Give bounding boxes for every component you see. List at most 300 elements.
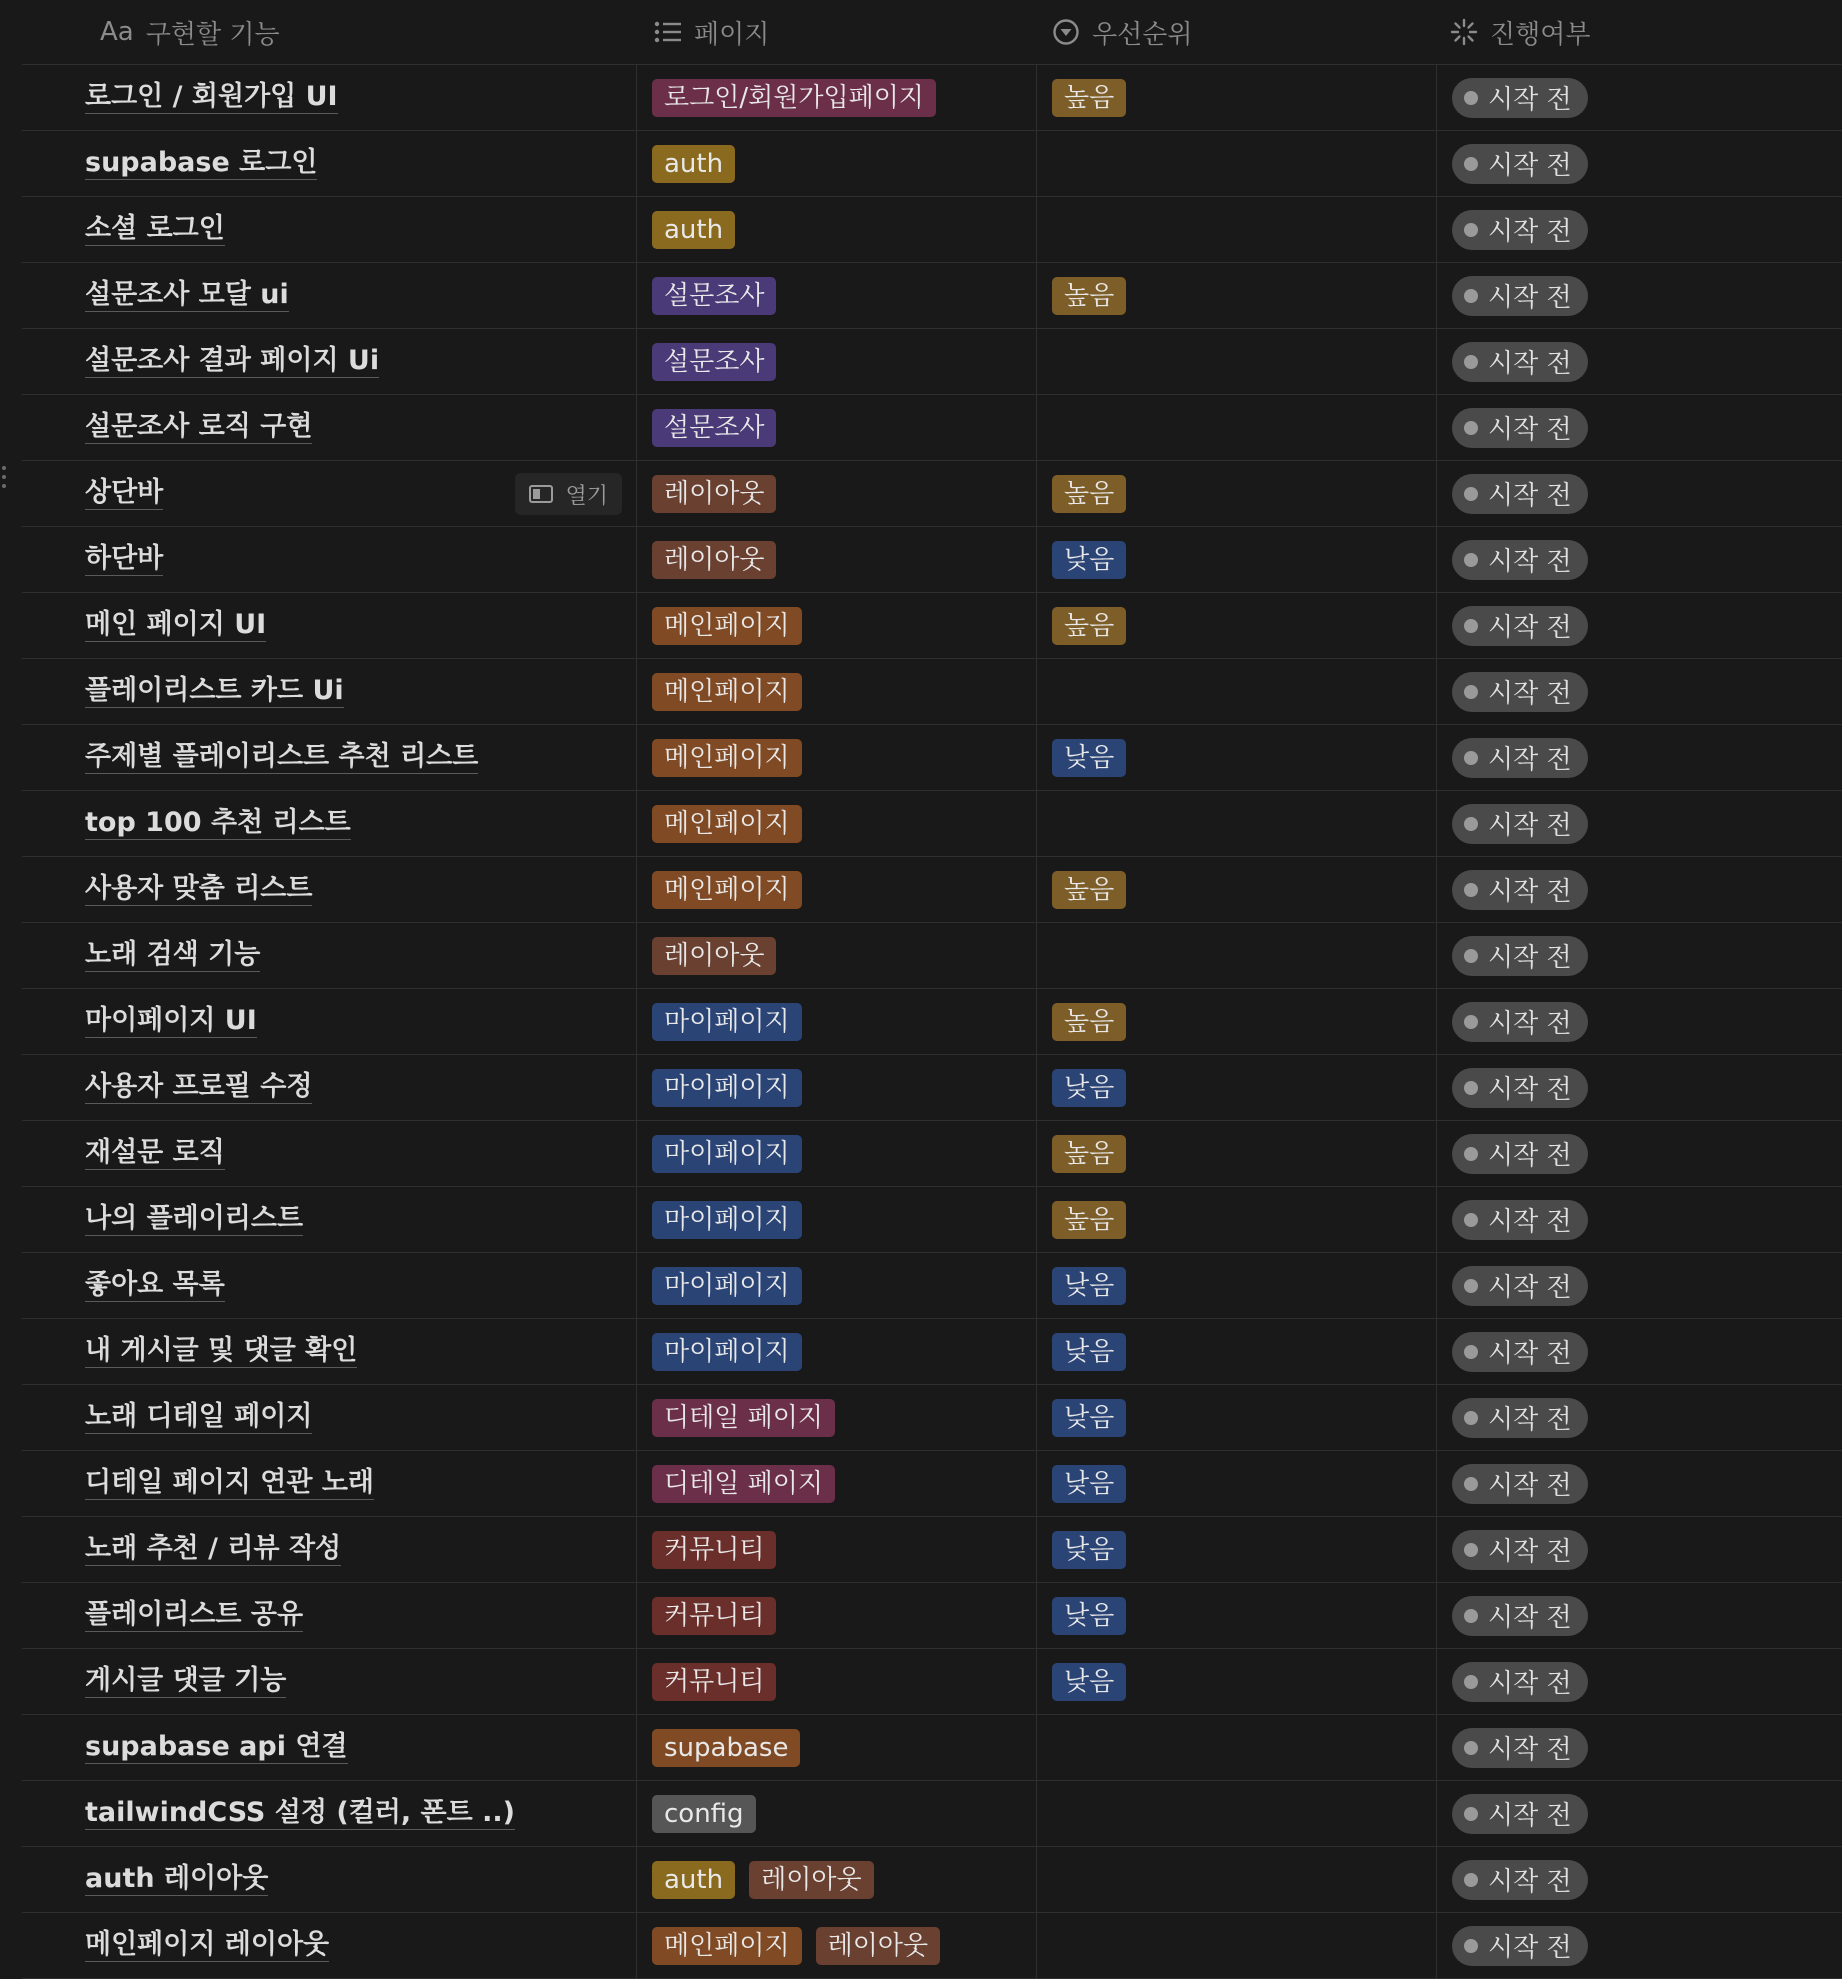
- cell-status[interactable]: [1436, 65, 1842, 130]
- page-tag[interactable]: 디테일 페이지: [652, 1465, 835, 1503]
- cell-page[interactable]: [636, 1187, 1037, 1252]
- feature-name[interactable]: supabase api 연결: [85, 1731, 348, 1762]
- priority-tag[interactable]: 높음: [1052, 871, 1126, 909]
- table-row[interactable]: [22, 1517, 1842, 1583]
- page-tag[interactable]: 설문조사: [652, 409, 776, 447]
- cell-priority[interactable]: [1036, 857, 1437, 922]
- feature-name[interactable]: 마이페이지 UI: [85, 1005, 257, 1036]
- cell-page[interactable]: [636, 1319, 1037, 1384]
- cell-feature-name[interactable]: [22, 263, 637, 328]
- feature-name[interactable]: 상단바: [85, 477, 164, 508]
- status-badge[interactable]: [1452, 672, 1588, 712]
- status-badge[interactable]: [1452, 804, 1588, 844]
- cell-priority[interactable]: [1036, 461, 1437, 526]
- column-header-feature[interactable]: [100, 0, 280, 64]
- page-tag[interactable]: 디테일 페이지: [652, 1399, 835, 1437]
- priority-tag[interactable]: 낮음: [1052, 541, 1126, 579]
- feature-name[interactable]: 디테일 페이지 연관 노래: [85, 1467, 375, 1498]
- table-row[interactable]: [22, 461, 1842, 527]
- status-dot-icon: [1464, 619, 1478, 633]
- table-row[interactable]: [22, 857, 1842, 923]
- cell-status[interactable]: [1436, 395, 1842, 460]
- cell-page[interactable]: [636, 131, 1037, 196]
- cell-feature-name[interactable]: [22, 1847, 637, 1912]
- cell-priority[interactable]: [1036, 263, 1437, 328]
- page-tag[interactable]: 메인페이지: [652, 1927, 802, 1965]
- cell-status[interactable]: [1436, 857, 1842, 922]
- cell-feature-name[interactable]: [22, 725, 637, 790]
- cell-page[interactable]: [636, 1847, 1037, 1912]
- status-dot-icon: [1464, 157, 1478, 171]
- page-tag[interactable]: 레이아웃: [652, 541, 776, 579]
- status-dot-icon: [1464, 1015, 1478, 1029]
- page-tag[interactable]: 로그인/회원가입페이지: [652, 79, 936, 117]
- cell-status[interactable]: [1436, 1121, 1842, 1186]
- cell-priority[interactable]: [1036, 1451, 1437, 1516]
- priority-tags: [1052, 1135, 1140, 1173]
- page-tags: [652, 1663, 790, 1701]
- column-header-priority[interactable]: [1052, 0, 1192, 64]
- cell-feature-name[interactable]: [22, 131, 637, 196]
- feature-name[interactable]: 게시글 댓글 기능: [85, 1665, 287, 1696]
- column-header-status[interactable]: [1450, 0, 1590, 64]
- cell-feature-name[interactable]: [22, 989, 637, 1054]
- status-badge[interactable]: [1452, 1860, 1588, 1900]
- status-dot-icon: [1464, 817, 1478, 831]
- cell-priority[interactable]: [1036, 527, 1437, 592]
- status-badge[interactable]: [1452, 1926, 1588, 1966]
- priority-tags: [1052, 1201, 1140, 1239]
- table-row[interactable]: [22, 1055, 1842, 1121]
- drag-handle-icon[interactable]: [2, 466, 8, 488]
- table-row[interactable]: [22, 659, 1842, 725]
- page-tag[interactable]: 마이페이지: [652, 1135, 802, 1173]
- page-tag[interactable]: 메인페이지: [652, 871, 802, 909]
- cell-feature-name[interactable]: [22, 1583, 637, 1648]
- cell-page[interactable]: [636, 1121, 1037, 1186]
- cell-status[interactable]: [1436, 1319, 1842, 1384]
- cell-feature-name[interactable]: [22, 659, 637, 724]
- status-badge[interactable]: [1452, 1332, 1588, 1372]
- cell-feature-name[interactable]: [22, 329, 637, 394]
- cell-status[interactable]: [1436, 1781, 1842, 1846]
- cell-status[interactable]: [1436, 923, 1842, 988]
- cell-page[interactable]: [636, 1913, 1037, 1978]
- status-badge[interactable]: [1452, 870, 1588, 910]
- feature-name[interactable]: 플레이리스트 카드 Ui: [85, 675, 344, 706]
- page-tag[interactable]: 레이아웃: [652, 937, 776, 975]
- cell-status[interactable]: [1436, 1187, 1842, 1252]
- feature-name[interactable]: supabase 로그인: [85, 147, 318, 178]
- status-badge[interactable]: [1452, 342, 1588, 382]
- cell-feature-name[interactable]: [22, 857, 637, 922]
- cell-status[interactable]: [1436, 989, 1842, 1054]
- cell-page[interactable]: [636, 659, 1037, 724]
- table-row[interactable]: [22, 131, 1842, 197]
- cell-feature-name[interactable]: [22, 791, 637, 856]
- status-label: 시작 전: [1488, 1405, 1572, 1435]
- cell-status[interactable]: [1436, 725, 1842, 790]
- cell-priority[interactable]: [1036, 1319, 1437, 1384]
- open-page-button[interactable]: [515, 473, 622, 515]
- cell-page[interactable]: [636, 725, 1037, 790]
- cell-feature-name[interactable]: [22, 1649, 637, 1714]
- cell-priority[interactable]: [1036, 1781, 1437, 1846]
- priority-tag[interactable]: 높음: [1052, 607, 1126, 645]
- cell-feature-name[interactable]: [22, 527, 637, 592]
- cell-priority[interactable]: [1036, 1385, 1437, 1450]
- page-tag[interactable]: auth: [652, 211, 735, 249]
- priority-tag[interactable]: 낮음: [1052, 739, 1126, 777]
- status-label: 시작 전: [1488, 811, 1572, 841]
- status-badge[interactable]: [1452, 144, 1588, 184]
- cell-page[interactable]: [636, 989, 1037, 1054]
- cell-page[interactable]: [636, 1583, 1037, 1648]
- feature-name[interactable]: auth 레이아웃: [85, 1863, 269, 1894]
- cell-page[interactable]: [636, 65, 1037, 130]
- page-tags: [652, 1333, 816, 1371]
- page-tags: [652, 1465, 849, 1503]
- status-dot-icon: [1464, 1807, 1478, 1821]
- table-row[interactable]: [22, 1649, 1842, 1715]
- cell-page[interactable]: [636, 1055, 1037, 1120]
- feature-name[interactable]: 로그인 / 회원가입 UI: [85, 81, 338, 112]
- status-label: 시작 전: [1488, 415, 1572, 445]
- page-tag[interactable]: 메인페이지: [652, 607, 802, 645]
- status-badge[interactable]: [1452, 474, 1588, 514]
- table-row[interactable]: [22, 1187, 1842, 1253]
- priority-tag[interactable]: 낮음: [1052, 1267, 1126, 1305]
- cell-page[interactable]: [636, 1517, 1037, 1582]
- status-badge[interactable]: [1452, 606, 1588, 646]
- status-badge[interactable]: [1452, 1134, 1588, 1174]
- cell-priority[interactable]: [1036, 1055, 1437, 1120]
- priority-tag[interactable]: 낮음: [1052, 1333, 1126, 1371]
- cell-feature-name[interactable]: [22, 1715, 637, 1780]
- table-row[interactable]: [22, 1781, 1842, 1847]
- feature-name[interactable]: 좋아요 목록: [85, 1269, 225, 1300]
- cell-priority[interactable]: [1036, 1649, 1437, 1714]
- page-tags: [652, 673, 816, 711]
- table-row[interactable]: [22, 1913, 1842, 1979]
- page-tags: [652, 1729, 814, 1767]
- cell-status[interactable]: [1436, 1451, 1842, 1516]
- cell-status[interactable]: [1436, 1517, 1842, 1582]
- status-badge[interactable]: [1452, 738, 1588, 778]
- table-row[interactable]: [22, 263, 1842, 329]
- page-tag[interactable]: 커뮤니티: [652, 1597, 776, 1635]
- cell-feature-name[interactable]: [22, 65, 637, 130]
- status-label: 시작 전: [1488, 1207, 1572, 1237]
- feature-name[interactable]: 주제별 플레이리스트 추천 리스트: [85, 741, 479, 772]
- status-badge[interactable]: [1452, 1464, 1588, 1504]
- status-badge[interactable]: [1452, 1728, 1588, 1768]
- cell-feature-name[interactable]: [22, 593, 637, 658]
- cell-page[interactable]: [636, 1649, 1037, 1714]
- cell-priority[interactable]: [1036, 1253, 1437, 1318]
- table-row[interactable]: [22, 395, 1842, 461]
- page-tag[interactable]: 마이페이지: [652, 1201, 802, 1239]
- cell-status[interactable]: [1436, 461, 1842, 526]
- status-label: 시작 전: [1488, 1867, 1572, 1897]
- feature-name[interactable]: 메인페이지 레이아웃: [85, 1929, 330, 1960]
- cell-status[interactable]: [1436, 791, 1842, 856]
- status-badge[interactable]: [1452, 1596, 1588, 1636]
- feature-name[interactable]: 나의 플레이리스트: [85, 1203, 304, 1234]
- cell-priority[interactable]: [1036, 197, 1437, 262]
- cell-page[interactable]: [636, 263, 1037, 328]
- priority-tag[interactable]: 높음: [1052, 79, 1126, 117]
- table-row[interactable]: [22, 1121, 1842, 1187]
- table-row[interactable]: [22, 791, 1842, 857]
- priority-tag[interactable]: 높음: [1052, 1135, 1126, 1173]
- status-badge[interactable]: [1452, 1662, 1588, 1702]
- cell-page[interactable]: [636, 923, 1037, 988]
- page-tag[interactable]: auth: [652, 1861, 735, 1899]
- priority-tag[interactable]: 낮음: [1052, 1069, 1126, 1107]
- cell-status[interactable]: [1436, 131, 1842, 196]
- cell-priority[interactable]: [1036, 1847, 1437, 1912]
- status-badge[interactable]: [1452, 1200, 1588, 1240]
- priority-tags: [1052, 475, 1140, 513]
- status-badge[interactable]: [1452, 936, 1588, 976]
- table-row[interactable]: [22, 1253, 1842, 1319]
- feature-name[interactable]: 내 게시글 및 댓글 확인: [85, 1335, 358, 1366]
- cell-status[interactable]: [1436, 1649, 1842, 1714]
- page-tag[interactable]: 메인페이지: [652, 805, 802, 843]
- page-tag[interactable]: 메인페이지: [652, 739, 802, 777]
- feature-name[interactable]: 설문조사 모달 ui: [85, 279, 289, 310]
- page-tag[interactable]: config: [652, 1795, 756, 1833]
- column-header-label: 구현할 기능: [145, 19, 280, 50]
- feature-name[interactable]: 노래 디테일 페이지: [85, 1401, 313, 1432]
- page-tags: [652, 343, 790, 381]
- status-badge[interactable]: [1452, 540, 1588, 580]
- status-badge[interactable]: [1452, 1398, 1588, 1438]
- priority-tag[interactable]: 높음: [1052, 1201, 1126, 1239]
- cell-page[interactable]: [636, 527, 1037, 592]
- cell-status[interactable]: [1436, 1847, 1842, 1912]
- cell-priority[interactable]: [1036, 395, 1437, 460]
- table-row[interactable]: [22, 1583, 1842, 1649]
- page-tags: [652, 739, 816, 777]
- cell-feature-name[interactable]: [22, 197, 637, 262]
- priority-tag[interactable]: 낮음: [1052, 1399, 1126, 1437]
- page-tags: [652, 1135, 816, 1173]
- status-dot-icon: [1464, 1147, 1478, 1161]
- page-tags: [652, 1861, 888, 1899]
- status-dot-icon: [1464, 1609, 1478, 1623]
- cell-status[interactable]: [1436, 1055, 1842, 1120]
- feature-name[interactable]: 하단바: [85, 543, 164, 574]
- cell-page[interactable]: [636, 461, 1037, 526]
- page-tag[interactable]: 마이페이지: [652, 1069, 802, 1107]
- page-tags: [652, 1927, 954, 1965]
- cell-priority[interactable]: [1036, 593, 1437, 658]
- cell-status[interactable]: [1436, 197, 1842, 262]
- cell-page[interactable]: [636, 1715, 1037, 1780]
- table-row[interactable]: [22, 197, 1842, 263]
- status-badge[interactable]: [1452, 210, 1588, 250]
- priority-tag[interactable]: 낮음: [1052, 1465, 1126, 1503]
- status-badge[interactable]: [1452, 276, 1588, 316]
- page-tags: [652, 937, 790, 975]
- cell-status[interactable]: [1436, 659, 1842, 724]
- cell-priority[interactable]: [1036, 131, 1437, 196]
- status-dot-icon: [1464, 487, 1478, 501]
- priority-tags: [1052, 541, 1140, 579]
- cell-page[interactable]: [636, 395, 1037, 460]
- feature-name[interactable]: 소셜 로그인: [85, 213, 225, 244]
- cell-priority[interactable]: [1036, 725, 1437, 790]
- feature-name[interactable]: 노래 검색 기능: [85, 939, 261, 970]
- table-row[interactable]: [22, 1319, 1842, 1385]
- page-tag[interactable]: 마이페이지: [652, 1003, 802, 1041]
- cell-feature-name[interactable]: [22, 923, 637, 988]
- cell-priority[interactable]: [1036, 1517, 1437, 1582]
- page-tag[interactable]: 커뮤니티: [652, 1663, 776, 1701]
- page-tag[interactable]: supabase: [652, 1729, 800, 1767]
- status-label: 시작 전: [1488, 1933, 1572, 1963]
- cell-page[interactable]: [636, 1385, 1037, 1450]
- page-tag[interactable]: 마이페이지: [652, 1333, 802, 1371]
- cell-priority[interactable]: [1036, 791, 1437, 856]
- status-badge[interactable]: [1452, 1002, 1588, 1042]
- cell-status[interactable]: [1436, 1715, 1842, 1780]
- feature-name[interactable]: 사용자 프로필 수정: [85, 1071, 313, 1102]
- page-tag[interactable]: auth: [652, 145, 735, 183]
- status-label: 시작 전: [1488, 613, 1572, 643]
- cell-page[interactable]: [636, 1781, 1037, 1846]
- cell-feature-name[interactable]: [22, 1253, 637, 1318]
- cell-status[interactable]: [1436, 263, 1842, 328]
- cell-feature-name[interactable]: [22, 1385, 637, 1450]
- page-tag[interactable]: 설문조사: [652, 277, 776, 315]
- cell-page[interactable]: [636, 1451, 1037, 1516]
- status-label: 시작 전: [1488, 877, 1572, 907]
- cell-feature-name[interactable]: [22, 461, 637, 526]
- priority-tag[interactable]: 높음: [1052, 277, 1126, 315]
- table-row[interactable]: [22, 1715, 1842, 1781]
- status-label: 시작 전: [1488, 1009, 1572, 1039]
- cell-status[interactable]: [1436, 1253, 1842, 1318]
- cell-feature-name[interactable]: [22, 1121, 637, 1186]
- cell-page[interactable]: [636, 197, 1037, 262]
- cell-page[interactable]: [636, 329, 1037, 394]
- priority-tag[interactable]: 낮음: [1052, 1531, 1126, 1569]
- cell-status[interactable]: [1436, 1913, 1842, 1978]
- page-tag[interactable]: 커뮤니티: [652, 1531, 776, 1569]
- cell-page[interactable]: [636, 1253, 1037, 1318]
- page-tags: [652, 1795, 770, 1833]
- cell-feature-name[interactable]: [22, 1319, 637, 1384]
- cell-priority[interactable]: [1036, 1913, 1437, 1978]
- cell-priority[interactable]: [1036, 1583, 1437, 1648]
- table-row[interactable]: [22, 725, 1842, 791]
- priority-tag[interactable]: 낮음: [1052, 1663, 1126, 1701]
- page-tag[interactable]: 메인페이지: [652, 673, 802, 711]
- priority-tags: [1052, 871, 1140, 909]
- feature-name[interactable]: 노래 추천 / 리뷰 작성: [85, 1533, 342, 1564]
- cell-status[interactable]: [1436, 329, 1842, 394]
- table-row[interactable]: [22, 593, 1842, 659]
- cell-feature-name[interactable]: [22, 1187, 637, 1252]
- table-row[interactable]: [22, 65, 1842, 131]
- cell-page[interactable]: [636, 791, 1037, 856]
- status-badge[interactable]: [1452, 1068, 1588, 1108]
- cell-priority[interactable]: [1036, 1715, 1437, 1780]
- cell-status[interactable]: [1436, 1385, 1842, 1450]
- page-tags: [652, 871, 816, 909]
- cell-priority[interactable]: [1036, 923, 1437, 988]
- cell-status[interactable]: [1436, 593, 1842, 658]
- feature-name[interactable]: tailwindCSS 설정 (컬러, 폰트 ..): [85, 1797, 515, 1828]
- status-badge[interactable]: [1452, 1266, 1588, 1306]
- status-dot-icon: [1464, 1081, 1478, 1095]
- status-badge[interactable]: [1452, 78, 1588, 118]
- cell-feature-name[interactable]: [22, 1517, 637, 1582]
- column-header-page[interactable]: [654, 0, 769, 64]
- cell-feature-name[interactable]: [22, 1055, 637, 1120]
- feature-name[interactable]: top 100 추천 리스트: [85, 807, 351, 838]
- status-badge[interactable]: [1452, 1530, 1588, 1570]
- table-row[interactable]: [22, 989, 1842, 1055]
- cell-feature-name[interactable]: [22, 1781, 637, 1846]
- cell-page[interactable]: [636, 857, 1037, 922]
- cell-status[interactable]: [1436, 1583, 1842, 1648]
- feature-name[interactable]: 설문조사 결과 페이지 Ui: [85, 345, 380, 376]
- page-tag[interactable]: 마이페이지: [652, 1267, 802, 1305]
- cell-status[interactable]: [1436, 527, 1842, 592]
- priority-tags: [1052, 1333, 1140, 1371]
- feature-name[interactable]: 설문조사 로직 구현: [85, 411, 313, 442]
- page-tag[interactable]: 레이아웃: [652, 475, 776, 513]
- status-badge[interactable]: [1452, 408, 1588, 448]
- priority-tags: [1052, 1465, 1140, 1503]
- cell-feature-name[interactable]: [22, 1913, 637, 1978]
- status-badge[interactable]: [1452, 1794, 1588, 1834]
- feature-name[interactable]: 메인 페이지 UI: [85, 609, 267, 640]
- cell-priority[interactable]: [1036, 65, 1437, 130]
- feature-name[interactable]: 사용자 맞춤 리스트: [85, 873, 313, 904]
- feature-name[interactable]: 플레이리스트 공유: [85, 1599, 304, 1630]
- priority-tag[interactable]: 높음: [1052, 475, 1126, 513]
- cell-priority[interactable]: [1036, 1121, 1437, 1186]
- cell-feature-name[interactable]: [22, 1451, 637, 1516]
- cell-feature-name[interactable]: [22, 395, 637, 460]
- page-tag[interactable]: 레이아웃: [816, 1927, 940, 1965]
- page-tag[interactable]: 설문조사: [652, 343, 776, 381]
- title-icon: Aa: [100, 17, 134, 47]
- page-tag[interactable]: 레이아웃: [749, 1861, 873, 1899]
- priority-tag[interactable]: 낮음: [1052, 1597, 1126, 1635]
- cell-page[interactable]: [636, 593, 1037, 658]
- table-row[interactable]: [22, 527, 1842, 593]
- table-row[interactable]: [22, 923, 1842, 989]
- cell-priority[interactable]: [1036, 329, 1437, 394]
- page-tags: [652, 277, 790, 315]
- page-tags: [652, 409, 790, 447]
- table-row[interactable]: [22, 1847, 1842, 1913]
- cell-priority[interactable]: [1036, 1187, 1437, 1252]
- table-row[interactable]: [22, 1451, 1842, 1517]
- priority-tag[interactable]: 높음: [1052, 1003, 1126, 1041]
- table-row[interactable]: [22, 329, 1842, 395]
- cell-priority[interactable]: [1036, 659, 1437, 724]
- feature-name[interactable]: 재설문 로직: [85, 1137, 225, 1168]
- cell-priority[interactable]: [1036, 989, 1437, 1054]
- table-row[interactable]: [22, 1385, 1842, 1451]
